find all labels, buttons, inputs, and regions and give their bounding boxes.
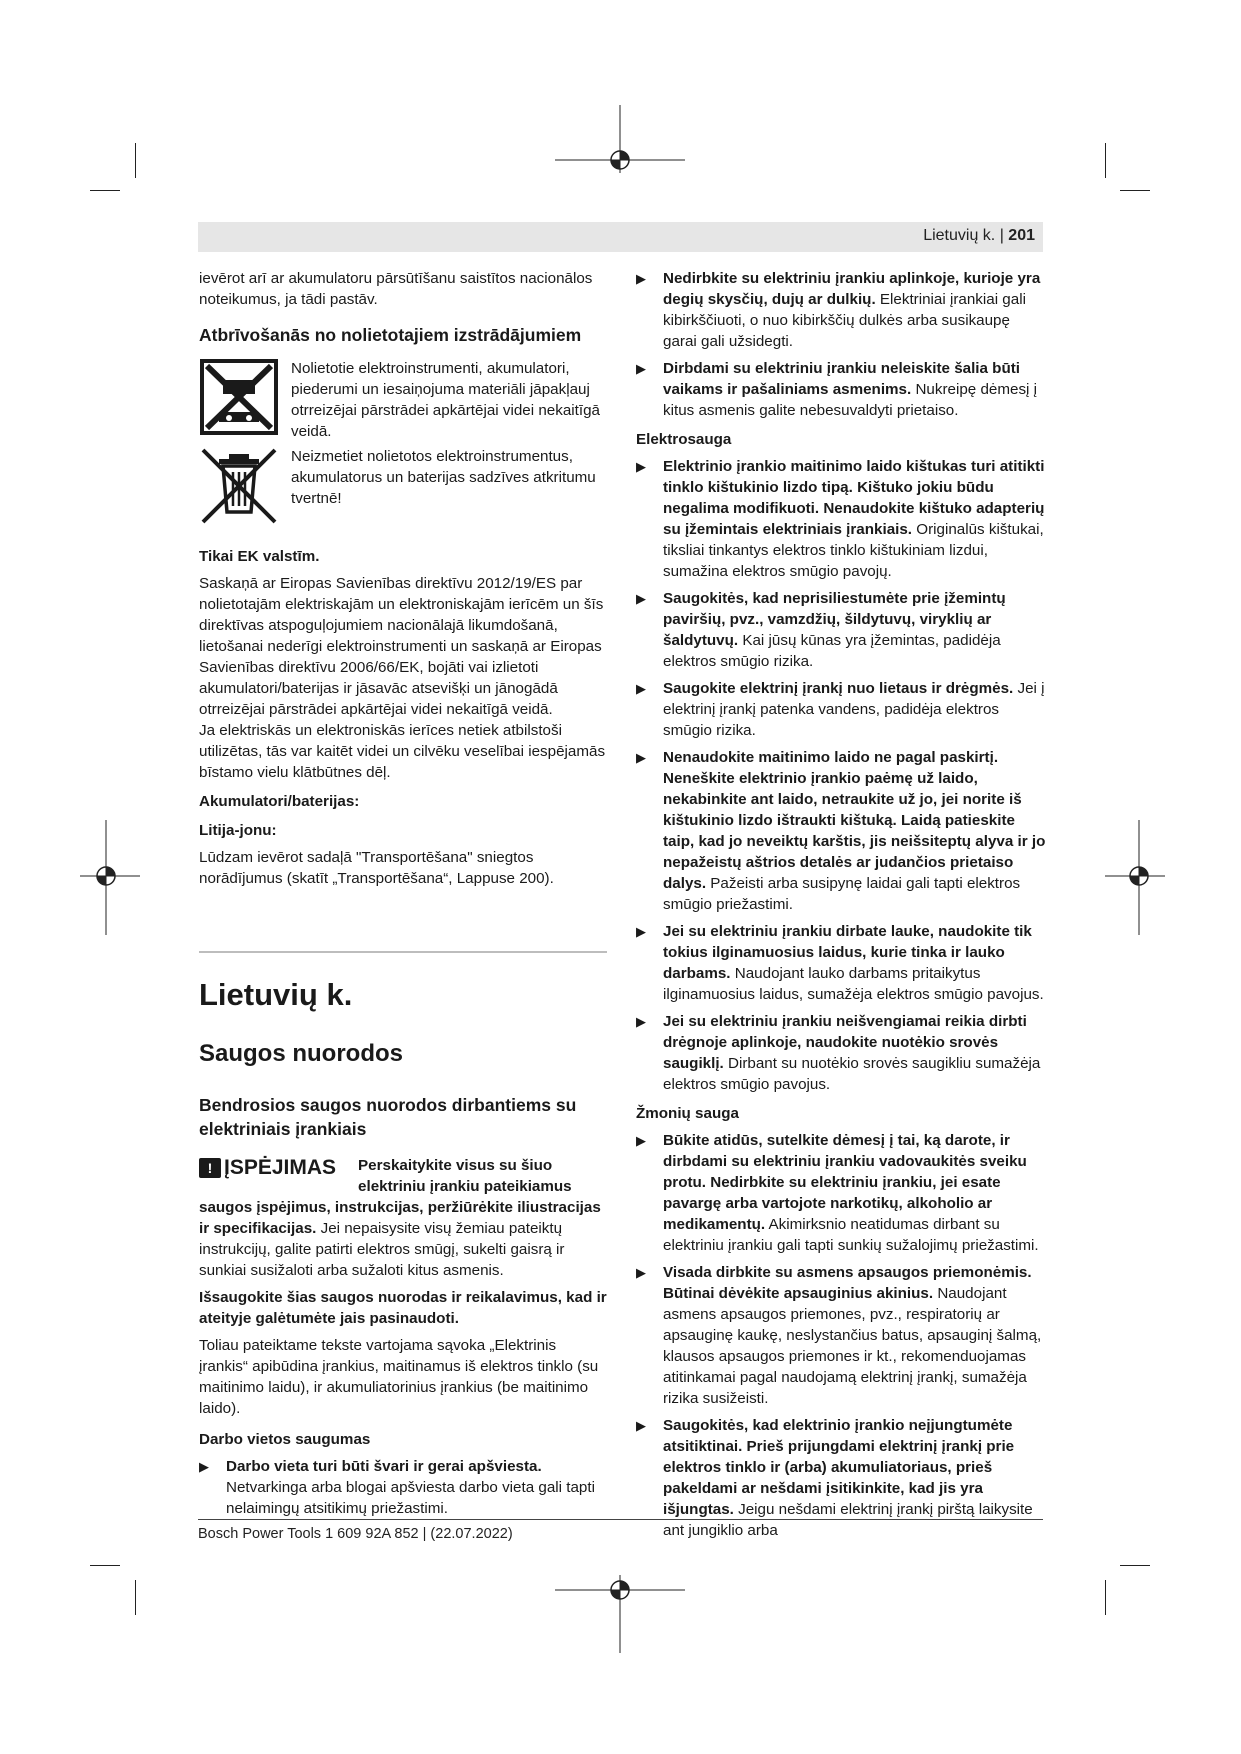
crop-mark <box>1120 190 1150 191</box>
list-item: ▶ Nedirbkite su elektriniu įrankiu aplinkoje, kurioje yra degių skysčių, dujų ar dulkių. Elektriniai įrankiai gali kibirkščiuoti, o nuo kibirkščių dulkės arba susikaupę garai gali užsidegti. <box>636 270 1041 350</box>
footer-text: Bosch Power Tools 1 609 92A 852 | (22.07.2022) <box>198 1526 513 1542</box>
batteries-heading: Akumulatori/baterijas: <box>199 793 360 810</box>
list-item: ▶ Nenaudokite maitinimo laido ne pagal paskirtį. Neneškite elektrinio įrankio paėmę už laido, nekabinkite ant laido, netraukite už jo, jei norite iš kištukinio lizdo ištraukti kištuką. Laidą patieskite taip, kad jo neveiktų karštis, jis neišsiteptų alyva ir jo nepažeistų aštrios detalės ar judančios prietaiso dalys. Pažeisti arba susipynę laidai gali tapti elektros smūgio priežastimi. <box>636 749 1046 913</box>
registration-mark-left <box>80 820 140 935</box>
language-title: Lietuvių k. <box>199 977 353 1012</box>
safety-title: Saugos nuorodos <box>199 1040 403 1067</box>
keep-instructions: Išsaugokite šias saugos nuorodas ir reikalavimus, kad ir ateityje galėtumėte jais pasinaudoti. <box>199 1289 607 1327</box>
disposal-heading: Atbrīvošanās no nolietotajiem izstrādājumiem <box>199 325 582 345</box>
warning-label: ! ĮSPĖJIMAS <box>199 1157 336 1178</box>
lithium-text: Lūdzam ievērot sadaļā "Transportēšana" sniegtos norādījumus (skatīt „Transportēšana“, Lappuse 200). <box>199 849 554 887</box>
lithium-heading: Litija-jonu: <box>199 822 277 839</box>
eu-text-2: Ja elektriskās un elektroniskās ierīces netiek atbilstoši utilizētas, tās var kaitēt videi un cilvēku veselībai iespējamās bīstamo vielu klātbūtnes dēļ. <box>199 722 606 781</box>
header-section: Lietuvių k. | <box>923 227 1004 244</box>
footer-divider <box>198 1519 1043 1520</box>
crossed-bin-icon <box>199 446 281 532</box>
list-item: ▶ Saugokitės, kad elektrinio įrankio neįjungtumėte atsitiktinai. Prieš prijungdami elektrinį įrankį prie elektros tinklo ir (arba) akumuliatoriaus, prieš pakeldami ar nešdami įsitikinkite, kad jis yra išjungtas. Jeigu nešdami elektrinį įrankį pirštą laikysite ant jungiklio arba <box>636 1417 1033 1539</box>
crop-mark <box>135 143 136 178</box>
disposal-item-1 <box>199 358 607 442</box>
header-text <box>923 227 1035 245</box>
list-item: ▶ Saugokite elektrinį įrankį nuo lietaus ir drėgmės. Jei į elektrinį įrankį patenka vandens, padidėja elektros smūgio rizika. <box>636 680 1045 739</box>
eu-text-1: Saskaņā ar Eiropas Savienības direktīvu 2012/19/ES par nolietotajām elektriskajām un elektroniskajām ierīcēm un šīs direktīvas atspoguļojumiem nacionālajā likumdošanā, lietošanai nederīgi elektroinstrumenti un saskaņā ar Eiropas Savienības direktīvu 2006/66/EK, bojāti vai izlietoti akumulatori/baterijas ir jāsavāc atsevišķi un jānogādā otrreizējai pārstrādei apkārtējai videi nekaitīgā veidā. <box>199 575 604 718</box>
people-safety-heading: Žmonių sauga <box>636 1105 739 1122</box>
list-item: ▶ Elektrinio įrankio maitinimo laido kištukas turi atitikti tinklo kištukinio lizdo tipą. Kištuko jokiu būdu negalima modifikuoti. Nenaudokite kištuko adapterių su įžemintais elektriniais įrankiais. Originalūs kištukai, tiksliai tinkantys elektros tinklo kištukiniam lizdui, sumažina elektros smūgio pavojų. <box>636 458 1045 580</box>
disposal-item-2 <box>199 446 607 532</box>
disposal-text-1: Nolietotie elektroinstrumenti, akumulatori, piederumi un iesaiņojuma materiāli jāpakļauj otrreizējai pārstrādei apkārtējai videi nekaitīgā veidā. <box>291 360 600 440</box>
electric-safety-heading: Elektrosauga <box>636 431 732 448</box>
crop-mark <box>1120 1565 1150 1566</box>
list-item: ▶ Būkite atidūs, sutelkite dėmesį į tai, ką darote, ir dirbdami su elektriniu įrankiu vadovaukitės sveiku protu. Nedirbkite su elektriniu įrankiu, jei esate pavargę arba vartojote narkotikų, alkoholio ar medikamentų. Akimirksnio neatidumas dirbant su elektriniu įrankiu gali tapti sunkių sužalojimų priežastimi. <box>636 1132 1039 1254</box>
disposal-text-2: Neizmetiet nolietotos elektroinstrumentus, akumulatorus un baterijas sadzīves atkritumu tvertnē! <box>291 448 596 507</box>
list-item: ▶ Darbo vieta turi būti švari ir gerai apšviesta. Netvarkinga arba blogai apšviesta darbo vieta gali tapti nelaimingų atsitikimų priežastimi. <box>199 1458 595 1517</box>
list-item: ▶ Dirbdami su elektriniu įrankiu neleiskite šalia būti vaikams ir pašaliniams asmenims. Nukreipę dėmesį į kitus asmenis galite nebesuvaldyti prietaiso. <box>636 360 1038 419</box>
eu-heading: Tikai EK valstīm. <box>199 548 320 565</box>
page-header <box>198 222 1043 252</box>
workplace-heading: Darbo vietos saugumas <box>199 1431 371 1448</box>
registration-mark-top <box>555 105 685 175</box>
intro-text: ievērot arī ar akumulatoru pārsūtīšanu saistītos nacionālos noteikumus, ja tādi pastāv. <box>199 270 593 308</box>
warning-block <box>199 1155 607 1281</box>
page-number: 201 <box>1008 227 1035 244</box>
list-item: ▶ Saugokitės, kad neprisiliestumėte prie įžemintų paviršių, pvz., vamzdžių, šildytuvų, viryklių ar šaldytuvų. Kai jūsų kūnas yra įžemintas, padidėja elektros smūgio rizika. <box>636 590 1006 670</box>
registration-mark-bottom <box>555 1575 685 1655</box>
section-divider <box>199 951 607 953</box>
right-column <box>636 268 1046 1547</box>
crop-mark <box>135 1580 136 1615</box>
warning-triangle-icon: ! <box>199 1158 221 1178</box>
general-safety-title: Bendrosios saugos nuorodos dirbantiems su elektriniais įrankiais <box>199 1095 577 1139</box>
list-item: ▶ Jei su elektriniu įrankiu dirbate lauke, naudokite tik tokius ilginamuosius laidus, kurie tinka ir lauko darbams. Naudojant lauko darbams pritaikytus ilginamuosius laidus, sumažėja elektros smūgio pavojus. <box>636 923 1044 1003</box>
crop-mark <box>90 190 120 191</box>
registration-mark-right <box>1105 820 1165 935</box>
list-item: ▶ Visada dirbkite su asmens apsaugos priemonėmis. Būtinai dėvėkite apsauginius akinius. Naudojant asmens apsaugos priemones, pvz., respiratorių ar apsauginę kaukę, neslystančius batus, apsauginį šalmą, klausos apsaugos priemones ir kt., rekomenduojamas atitinkamai pagal naudojamą elektrinį įrankį, sumažėja rizika susižeisti. <box>636 1264 1042 1407</box>
left-column <box>199 268 607 1525</box>
crop-mark <box>1105 1580 1106 1615</box>
term-definition: Toliau pateiktame tekste vartojama sąvoka „Elektrinis įrankis“ apibūdina įrankius, maitinamus iš elektros tinklo (su maitinimo laidu), ir akumuliatorinius įrankius (be maitinimo laido). <box>199 1337 599 1417</box>
recycle-tool-icon <box>199 358 281 442</box>
warning-bold-text: Perskaitykite visus su šiuo elektriniu įrankiu pateikiamus saugos įspėjimus, instrukcijas, peržiūrėkite iliustracijas ir specifikacijas. <box>199 1157 601 1237</box>
crop-mark <box>90 1565 120 1566</box>
warning-text: Jei nepaisysite visų žemiau pateiktų instrukcijų, galite patirti elektros smūgį, sukelti gaisrą ir sunkiai susižaloti arba sužaloti kitus asmenis. <box>199 1220 565 1279</box>
list-item: ▶ Jei su elektriniu įrankiu neišvengiamai reikia dirbti drėgnoje aplinkoje, naudokite nuotėkio srovės saugiklį. Dirbant su nuotėkio srovės saugikliu sumažėja elektros smūgio pavojus. <box>636 1013 1041 1093</box>
crop-mark <box>1105 143 1106 178</box>
